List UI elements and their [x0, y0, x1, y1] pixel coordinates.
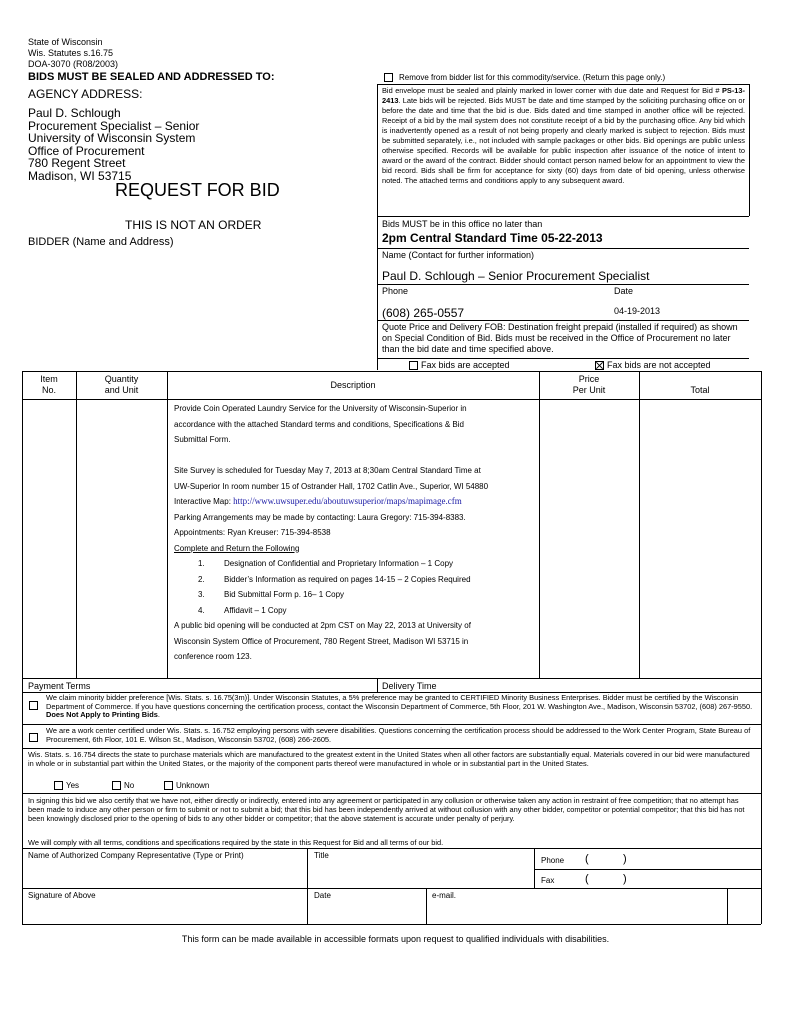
yes-checkbox[interactable]: [54, 781, 63, 790]
parking-line: Parking Arrangements may be made by contacting: Laura Gregory: 715-394-8383.: [174, 512, 466, 522]
bidder-label: BIDDER (Name and Address): [28, 236, 174, 248]
opening-line: Wisconsin System Office of Procurement, 780 Regent Street, Madison WI 53715 in: [174, 636, 469, 646]
no-checkbox[interactable]: [112, 781, 121, 790]
fax-not-accepted-option: [595, 360, 711, 371]
checklist-text: Designation of Confidential and Proprietary Information – 1 Copy: [224, 559, 454, 568]
due-value: 2pm Central Standard Time 05-22-2013: [382, 231, 603, 245]
phone-close-paren: ): [623, 853, 627, 865]
quantity-header-line: Quantity: [104, 374, 139, 384]
date-field[interactable]: [314, 901, 422, 921]
checklist-item: [174, 572, 488, 588]
price-header: [539, 374, 639, 396]
collusion-text: In signing this bid we also certify that we have not, either directly or indirectly, entered into any agreement or participated in any collusion or otherwise taken any action in restraint of free competition; that no attempt has been made to induce any other person or firm to submit or not to submit a bid; that this bid has been independently arrived at without collusion with any other bidder, competitor or potential competitor; that this bid has not been knowingly disclosed prior to the opening of bids to any other bidder or competitor; that the above statement is accurate under penalty of perjury.: [28, 796, 745, 823]
fax-accepted-option: [409, 360, 510, 371]
fax-not-accepted-checkbox[interactable]: [595, 361, 604, 370]
interactive-map-link[interactable]: http://www.uwsuper.edu/aboutuwsuperior/maps/mapimage.cfm: [233, 496, 462, 506]
item-no-header: [22, 374, 76, 396]
phone-field-label: Phone: [541, 856, 565, 865]
contact-value: Paul D. Schlough – Senior Procurement Specialist: [382, 269, 650, 283]
item-no-header-line: Item: [40, 374, 58, 384]
agency-address-label: AGENCY ADDRESS:: [28, 87, 143, 101]
address-line: Office of Procurement: [28, 143, 145, 158]
address-line: Procurement Specialist – Senior: [28, 118, 200, 133]
representative-name-label: Name of Authorized Company Representative (Type or Print): [28, 851, 244, 860]
price-header-line: Per Unit: [572, 385, 606, 395]
no-option: [112, 781, 134, 791]
not-order-label: THIS IS NOT AN ORDER: [125, 218, 262, 232]
complete-heading: Complete and Return the Following: [174, 543, 300, 553]
minority-bold-text: Does Not Apply to Printing Bids: [46, 710, 158, 720]
payment-terms-label: Payment Terms: [28, 681, 91, 691]
signature-field[interactable]: [28, 901, 303, 921]
sealed-notice: BIDS MUST BE SEALED AND ADDRESSED TO:: [28, 71, 275, 83]
title-field[interactable]: [314, 861, 530, 886]
item-no-header-line: No.: [41, 385, 56, 395]
phone-open-paren: (: [585, 853, 589, 865]
contact-label: Name (Contact for further information): [382, 250, 535, 260]
work-center-text: We are a work center certified under Wis. Stats. s. 16.752 employing persons with severe disabilities. Questions concerning the certification process should be addressed to the Work Center Program, State Bureau of Procurement, 6th Floor, 101 E. Wilson St., Madison, Wisconsin 53702, (608) 266-2605.: [46, 726, 751, 744]
remove-from-list-label: Remove from bidder list for this commodity/service. (Return this page only.): [399, 73, 666, 82]
quantity-header: [76, 374, 167, 396]
appointments-line: Appointments: Ryan Kreuser: 715-394-8538: [174, 528, 331, 537]
unknown-checkbox[interactable]: [164, 781, 173, 790]
fax-not-accepted-label: Fax bids are not accepted: [607, 360, 711, 370]
address-line: Madison, WI 53715: [28, 168, 132, 183]
state-label: State of Wisconsin: [28, 37, 103, 47]
remove-from-list-row: [384, 73, 665, 83]
opening-line: conference room 123.: [174, 652, 252, 661]
delivery-time-label: Delivery Time: [382, 681, 437, 691]
address-line: Paul D. Schlough: [28, 106, 121, 120]
phone-label: Phone: [382, 286, 409, 296]
yes-label: Yes: [66, 781, 80, 790]
statute-label: Wis. Statutes s.16.75: [28, 48, 114, 58]
instructions-post: . Late bids will be rejected. Bids MUST be date and time stamped by the soliciting purchasing office on or before the date and time that the bid is due. Bids dated and time stamped in another office will be rejected. Receipt of a bid by the mail system does not constitute receipt of a bid by the purchasing office. Any bid which is inadvertently opened as a result of not being properly and clearly marked is subject to rejection. Bids must be submitted separately, i.e., not included with sample packages or other bids. Bid openings are public unless otherwise specified. Records will be available for public inspection after issuance of the notice of intent to award or the award of the contract. Bidder should contact person named below for an appointment to view the bid record. Bids shall be firm for acceptance for sixty (60) days from date of bid opening, unless otherwise noted. The attached terms and conditions apply to any subsequent award.: [382, 96, 745, 185]
description-line: Site Survey is scheduled for Tuesday May 7, 2013 at 8;30am Central Standard Time at: [174, 466, 481, 475]
description-line: Provide Coin Operated Laundry Service for the University of Wisconsin-Superior in: [174, 404, 467, 413]
description-body: [174, 401, 488, 665]
email-field[interactable]: [432, 901, 722, 921]
minority-end-text: .: [157, 710, 160, 720]
price-header-line: Price: [578, 374, 600, 384]
accessibility-note: This form can be made available in accessible formats upon request to qualified individuals with disabilities.: [181, 934, 610, 944]
date-field-label: Date: [314, 891, 331, 900]
checklist-item: [174, 587, 488, 603]
page-title: REQUEST FOR BID: [115, 180, 280, 200]
fax-accepted-label: Fax bids are accepted: [421, 360, 510, 370]
quantity-header-line: and Unit: [104, 385, 139, 395]
title-label: Title: [314, 851, 329, 860]
description-line: accordance with the attached Standard terms and conditions, Specifications & Bid: [174, 419, 464, 429]
address-line: 780 Regent Street: [28, 156, 126, 170]
instructions-pre: Bid envelope must be sealed and plainly marked in lower corner with due date and Request for Bid #: [382, 86, 720, 95]
total-header: Total: [690, 385, 710, 395]
description-line: UW-Superior In room number 15 of Ostrander Hall, 1702 Catlin Ave., Superior, WI 54880: [174, 481, 489, 491]
checklist-text: Affidavit – 1 Copy: [224, 605, 287, 615]
unknown-option: [164, 781, 209, 791]
representative-name-field[interactable]: [28, 861, 303, 886]
fob-text: Quote Price and Delivery FOB: Destination freight prepaid (installed if required) as shown on Special Condition of Bid. Bids must be received in the Office of Procurement no later than the bid date and time specified above.: [382, 322, 738, 354]
description-line: [174, 448, 488, 464]
bid-number: PS-13-2413: [382, 86, 745, 105]
fax-close-paren: ): [623, 873, 627, 885]
fax-accepted-checkbox[interactable]: [409, 361, 418, 370]
minority-checkbox[interactable]: [29, 697, 38, 715]
checklist-num: 2.: [198, 574, 205, 584]
agency-address: [28, 107, 199, 182]
address-line: University of Wisconsin System: [28, 131, 196, 145]
checklist-num: 4.: [198, 605, 205, 615]
form-number: DOA-3070 (R08/2003): [28, 59, 119, 69]
checklist-item: [174, 603, 488, 619]
checklist-item: [174, 556, 488, 572]
description-header: Description: [330, 380, 376, 390]
bid-instructions: [382, 86, 745, 186]
checklist-text: Bidder’s Information as required on pages 14-15 – 2 Copies Required: [224, 574, 471, 584]
comply-text: We will comply with all terms, conditions and specifications required by the state in this Request for Bid and all terms of our bid.: [28, 838, 444, 847]
date-label: Date: [614, 286, 634, 296]
date-value: 04-19-2013: [614, 306, 661, 316]
minority-preference-text: [46, 694, 756, 720]
remove-from-list-checkbox[interactable]: [384, 73, 393, 82]
minority-text: We claim minority bidder preference [Wis. Stats. s. 16.75(3m)]. Under Wisconsin Statutes, a 5% preference may be granted to CERTIFIED Minority Business Enterprises. Bidder must be certified by the Wisconsin Department of Commerce. If you have questions concerning the certification process, contact the Wisconsin Department of Commerce, 5th Floor, 201 W. Washington Ave., Madison, Wisconsin 53702, (608) 267-9550.: [46, 693, 753, 711]
due-label: Bids MUST be in this office no later than: [382, 219, 543, 229]
statute-754-text: Wis. Stats. s. 16.754 directs the state to purchase materials which are manufactured to the greatest extent in the United States when all other factors are substantially equal. Materials covered in our bid were manufactured in whole or in substantial part within the United States, or the majority of the component parts thereof were manufactured in whole or in substantial part in the United States.: [28, 750, 750, 768]
interactive-map-line: [174, 494, 488, 510]
description-line: Submittal Form.: [174, 435, 231, 444]
signature-label: Signature of Above: [28, 891, 96, 900]
interactive-map-label: Interactive Map:: [174, 497, 234, 506]
unknown-label: Unknown: [176, 781, 210, 790]
fax-open-paren: (: [585, 873, 589, 885]
fax-field-label: Fax: [541, 876, 555, 885]
checklist-num: 3.: [198, 590, 205, 599]
opening-line: A public bid opening will be conducted at 2pm CST on May 22, 2013 at University of: [174, 621, 471, 630]
no-label: No: [124, 781, 135, 790]
checklist-text: Bid Submittal Form p. 16– 1 Copy: [224, 590, 345, 599]
email-label: e-mail.: [432, 891, 457, 900]
yes-option: [54, 781, 79, 791]
work-center-checkbox[interactable]: [29, 729, 38, 747]
phone-value: (608) 265-0557: [382, 306, 465, 320]
checklist-num: 1.: [198, 559, 205, 568]
